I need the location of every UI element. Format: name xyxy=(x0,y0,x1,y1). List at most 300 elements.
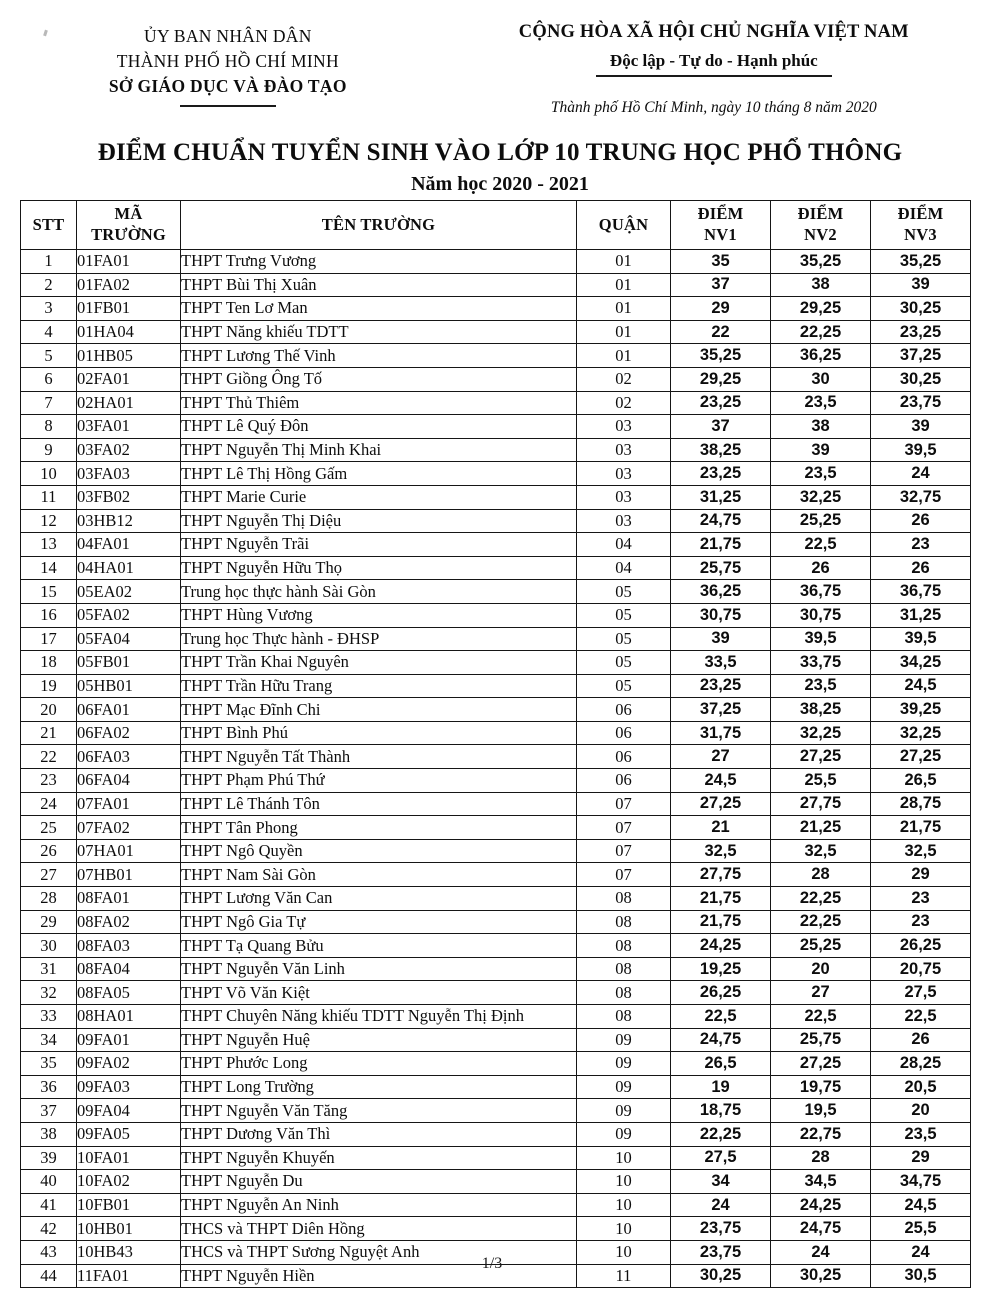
school-code: 07FA01 xyxy=(77,792,181,816)
score-nv3: 24 xyxy=(871,1240,971,1264)
score-nv1: 23,25 xyxy=(671,391,771,415)
row-index: 9 xyxy=(21,438,77,462)
row-index: 2 xyxy=(21,273,77,297)
score-nv2: 27,75 xyxy=(771,792,871,816)
table-row xyxy=(21,391,971,415)
column-header-school-code-line2: TRƯỜNG xyxy=(91,225,166,244)
score-nv3: 28,25 xyxy=(871,1052,971,1076)
district-code: 08 xyxy=(577,957,671,981)
score-nv3: 32,25 xyxy=(871,721,971,745)
score-nv2: 32,25 xyxy=(771,721,871,745)
school-code: 02HA01 xyxy=(77,391,181,415)
column-header-school-code-line1: MÃ xyxy=(114,204,143,224)
school-name: Trung học thực hành Sài Gòn xyxy=(181,580,577,604)
column-header-school-name: TÊN TRƯỜNG xyxy=(181,201,577,250)
column-header-stt: STT xyxy=(21,201,77,250)
row-index: 6 xyxy=(21,367,77,391)
district-code: 05 xyxy=(577,674,671,698)
score-nv1: 21 xyxy=(671,816,771,840)
score-nv1: 31,75 xyxy=(671,721,771,745)
school-code: 10HB01 xyxy=(77,1217,181,1241)
school-code: 05FB01 xyxy=(77,651,181,675)
school-code: 08FA03 xyxy=(77,934,181,958)
school-code: 06FA03 xyxy=(77,745,181,769)
district-code: 06 xyxy=(577,769,671,793)
school-code: 01HB05 xyxy=(77,344,181,368)
score-nv3: 21,75 xyxy=(871,816,971,840)
national-motto: Độc lập - Tự do - Hạnh phúc xyxy=(609,50,818,70)
school-code: 05FA02 xyxy=(77,603,181,627)
table-row xyxy=(21,297,971,321)
score-nv2: 25,25 xyxy=(771,509,871,533)
row-index: 19 xyxy=(21,674,77,698)
school-code: 07HB01 xyxy=(77,863,181,887)
school-name: THPT Lê Thánh Tôn xyxy=(181,792,577,816)
score-nv1: 27,25 xyxy=(671,792,771,816)
score-nv2: 19,75 xyxy=(771,1075,871,1099)
district-code: 10 xyxy=(577,1146,671,1170)
school-code: 07HA01 xyxy=(77,839,181,863)
school-code: 09FA02 xyxy=(77,1052,181,1076)
row-index: 22 xyxy=(21,745,77,769)
column-header-nv1-line1: ĐIỂM xyxy=(697,204,744,224)
row-index: 36 xyxy=(21,1075,77,1099)
score-nv3: 23,75 xyxy=(871,391,971,415)
score-nv2: 28 xyxy=(771,1146,871,1170)
score-nv1: 21,75 xyxy=(671,533,771,557)
district-code: 06 xyxy=(577,698,671,722)
school-name: THPT Bùi Thị Xuân xyxy=(181,273,577,297)
row-index: 35 xyxy=(21,1052,77,1076)
school-code: 08FA01 xyxy=(77,887,181,911)
score-nv3: 27,5 xyxy=(871,981,971,1005)
district-code: 04 xyxy=(577,533,671,557)
row-index: 34 xyxy=(21,1028,77,1052)
score-nv3: 20,75 xyxy=(871,957,971,981)
school-name: THPT Võ Văn Kiệt xyxy=(181,981,577,1005)
table-row xyxy=(21,1217,971,1241)
score-nv1: 32,5 xyxy=(671,839,771,863)
score-nv2: 30 xyxy=(771,367,871,391)
score-nv3: 37,25 xyxy=(871,344,971,368)
table-row xyxy=(21,580,971,604)
score-nv3: 26 xyxy=(871,509,971,533)
page-number-text: 1/3 xyxy=(481,1255,503,1272)
score-nv2: 25,25 xyxy=(771,934,871,958)
row-index: 25 xyxy=(21,816,77,840)
school-code: 04FA01 xyxy=(77,533,181,557)
school-code: 10FA02 xyxy=(77,1170,181,1194)
motto-underline-rule xyxy=(596,75,832,77)
score-nv3: 20,5 xyxy=(871,1075,971,1099)
score-nv3: 39 xyxy=(871,415,971,439)
column-header-nv2 xyxy=(771,201,871,250)
score-nv1: 37 xyxy=(671,415,771,439)
score-nv1: 24 xyxy=(671,1193,771,1217)
school-name: THPT Tân Phong xyxy=(181,816,577,840)
column-header-school-code xyxy=(77,201,181,250)
row-index: 8 xyxy=(21,415,77,439)
district-code: 09 xyxy=(577,1099,671,1123)
score-nv2: 24,25 xyxy=(771,1193,871,1217)
school-name: THPT Bình Phú xyxy=(181,721,577,745)
row-index: 23 xyxy=(21,769,77,793)
school-code: 01FA01 xyxy=(77,250,181,274)
score-nv3: 35,25 xyxy=(871,250,971,274)
row-index: 41 xyxy=(21,1193,77,1217)
score-nv3: 39 xyxy=(871,273,971,297)
score-nv2: 39 xyxy=(771,438,871,462)
district-code: 05 xyxy=(577,627,671,651)
table-row xyxy=(21,863,971,887)
school-code: 08FA02 xyxy=(77,910,181,934)
school-name: Trung học Thực hành - ĐHSP xyxy=(181,627,577,651)
score-nv1: 27,5 xyxy=(671,1146,771,1170)
table-row xyxy=(21,273,971,297)
score-nv1: 25,75 xyxy=(671,556,771,580)
score-nv1: 24,75 xyxy=(671,509,771,533)
school-name: THPT Nguyễn Khuyến xyxy=(181,1146,577,1170)
score-nv3: 23,5 xyxy=(871,1122,971,1146)
score-nv2: 23,5 xyxy=(771,462,871,486)
table-row xyxy=(21,1028,971,1052)
score-nv1: 21,75 xyxy=(671,887,771,911)
school-name: THPT Trần Khai Nguyên xyxy=(181,651,577,675)
score-nv2: 25,5 xyxy=(771,769,871,793)
table-row xyxy=(21,910,971,934)
score-nv3: 36,75 xyxy=(871,580,971,604)
score-nv3: 23 xyxy=(871,533,971,557)
school-code: 06FA04 xyxy=(77,769,181,793)
row-index: 39 xyxy=(21,1146,77,1170)
table-row xyxy=(21,816,971,840)
school-name: THPT Marie Curie xyxy=(181,485,577,509)
row-index: 26 xyxy=(21,839,77,863)
school-name: THPT Nguyễn Trãi xyxy=(181,533,577,557)
score-nv1: 23,75 xyxy=(671,1240,771,1264)
scores-table-container xyxy=(20,200,971,1288)
score-nv1: 26,25 xyxy=(671,981,771,1005)
score-nv2: 22,75 xyxy=(771,1122,871,1146)
school-code: 03FA02 xyxy=(77,438,181,462)
score-nv2: 28 xyxy=(771,863,871,887)
score-nv3: 39,5 xyxy=(871,627,971,651)
district-code: 05 xyxy=(577,603,671,627)
school-name: THPT Giồng Ông Tố xyxy=(181,367,577,391)
table-row xyxy=(21,556,971,580)
score-nv1: 29 xyxy=(671,297,771,321)
table-row xyxy=(21,1005,971,1029)
score-nv3: 30,25 xyxy=(871,297,971,321)
row-index: 37 xyxy=(21,1099,77,1123)
table-row xyxy=(21,651,971,675)
score-nv2: 36,75 xyxy=(771,580,871,604)
table-body xyxy=(21,250,971,1288)
score-nv1: 27 xyxy=(671,745,771,769)
table-row xyxy=(21,839,971,863)
score-nv2: 30,25 xyxy=(771,1264,871,1288)
school-name: THPT Nam Sài Gòn xyxy=(181,863,577,887)
score-nv2: 20 xyxy=(771,957,871,981)
row-index: 24 xyxy=(21,792,77,816)
school-name: THPT Long Trường xyxy=(181,1075,577,1099)
school-name: THPT Nguyễn Hữu Thọ xyxy=(181,556,577,580)
row-index: 14 xyxy=(21,556,77,580)
school-code: 01HA04 xyxy=(77,320,181,344)
row-index: 44 xyxy=(21,1264,77,1288)
district-code: 07 xyxy=(577,863,671,887)
row-index: 29 xyxy=(21,910,77,934)
score-nv1: 22,5 xyxy=(671,1005,771,1029)
district-code: 09 xyxy=(577,1075,671,1099)
table-header-row xyxy=(21,201,971,250)
school-name: THPT Dương Văn Thì xyxy=(181,1122,577,1146)
score-nv2: 25,75 xyxy=(771,1028,871,1052)
table-row xyxy=(21,367,971,391)
table-row xyxy=(21,1170,971,1194)
school-code: 01FB01 xyxy=(77,297,181,321)
score-nv2: 33,75 xyxy=(771,651,871,675)
score-nv2: 32,5 xyxy=(771,839,871,863)
row-index: 33 xyxy=(21,1005,77,1029)
table-row xyxy=(21,934,971,958)
school-code: 09FA05 xyxy=(77,1122,181,1146)
score-nv3: 24,5 xyxy=(871,1193,971,1217)
school-name: THCS và THPT Diên Hồng xyxy=(181,1217,577,1241)
score-nv1: 35,25 xyxy=(671,344,771,368)
national-heading-block xyxy=(442,18,986,117)
score-nv2: 26 xyxy=(771,556,871,580)
score-nv1: 30,25 xyxy=(671,1264,771,1288)
district-code: 07 xyxy=(577,839,671,863)
table-row xyxy=(21,250,971,274)
row-index: 30 xyxy=(21,934,77,958)
district-code: 08 xyxy=(577,887,671,911)
score-nv2: 36,25 xyxy=(771,344,871,368)
row-index: 17 xyxy=(21,627,77,651)
school-code: 03FB02 xyxy=(77,485,181,509)
page-number-marker xyxy=(0,1255,1000,1273)
table-row xyxy=(21,1122,971,1146)
score-nv2: 39,5 xyxy=(771,627,871,651)
score-nv2: 23,5 xyxy=(771,391,871,415)
score-nv1: 23,25 xyxy=(671,462,771,486)
district-code: 03 xyxy=(577,485,671,509)
table-row xyxy=(21,320,971,344)
school-code: 03FA01 xyxy=(77,415,181,439)
district-code: 03 xyxy=(577,438,671,462)
score-nv1: 18,75 xyxy=(671,1099,771,1123)
issuing-authority-block xyxy=(14,18,442,107)
score-nv1: 24,5 xyxy=(671,769,771,793)
score-nv1: 37,25 xyxy=(671,698,771,722)
district-code: 03 xyxy=(577,509,671,533)
score-nv3: 39,5 xyxy=(871,438,971,462)
district-code: 01 xyxy=(577,273,671,297)
row-index: 13 xyxy=(21,533,77,557)
district-code: 07 xyxy=(577,816,671,840)
score-nv3: 28,75 xyxy=(871,792,971,816)
school-name: THPT Thủ Thiêm xyxy=(181,391,577,415)
row-index: 7 xyxy=(21,391,77,415)
row-index: 32 xyxy=(21,981,77,1005)
score-nv2: 38 xyxy=(771,415,871,439)
row-index: 43 xyxy=(21,1240,77,1264)
row-index: 38 xyxy=(21,1122,77,1146)
school-code: 09FA04 xyxy=(77,1099,181,1123)
score-nv1: 19,25 xyxy=(671,957,771,981)
table-row xyxy=(21,627,971,651)
school-name: THPT Nguyễn Thị Minh Khai xyxy=(181,438,577,462)
district-code: 02 xyxy=(577,367,671,391)
district-code: 01 xyxy=(577,320,671,344)
score-nv3: 26 xyxy=(871,1028,971,1052)
district-code: 01 xyxy=(577,297,671,321)
score-nv3: 25,5 xyxy=(871,1217,971,1241)
school-code: 08FA05 xyxy=(77,981,181,1005)
school-code: 05FA04 xyxy=(77,627,181,651)
score-nv3: 24,5 xyxy=(871,674,971,698)
score-nv1: 27,75 xyxy=(671,863,771,887)
row-index: 31 xyxy=(21,957,77,981)
score-nv3: 29 xyxy=(871,1146,971,1170)
score-nv2: 34,5 xyxy=(771,1170,871,1194)
table-row xyxy=(21,462,971,486)
row-index: 18 xyxy=(21,651,77,675)
row-index: 15 xyxy=(21,580,77,604)
school-code: 08HA01 xyxy=(77,1005,181,1029)
score-nv3: 30,5 xyxy=(871,1264,971,1288)
school-code: 02FA01 xyxy=(77,367,181,391)
score-nv3: 32,5 xyxy=(871,839,971,863)
score-nv3: 23 xyxy=(871,910,971,934)
table-header xyxy=(21,201,971,250)
school-name: THCS và THPT Sương Nguyệt Anh xyxy=(181,1240,577,1264)
score-nv1: 29,25 xyxy=(671,367,771,391)
score-nv2: 38 xyxy=(771,273,871,297)
district-code: 09 xyxy=(577,1052,671,1076)
row-index: 27 xyxy=(21,863,77,887)
school-name: THPT Chuyên Năng khiếu TDTT Nguyễn Thị Định xyxy=(181,1005,577,1029)
row-index: 28 xyxy=(21,887,77,911)
score-nv3: 34,25 xyxy=(871,651,971,675)
score-nv1: 24,75 xyxy=(671,1028,771,1052)
school-code: 09FA01 xyxy=(77,1028,181,1052)
score-nv1: 30,75 xyxy=(671,603,771,627)
table-row xyxy=(21,344,971,368)
school-name: THPT Nguyễn Huệ xyxy=(181,1028,577,1052)
school-name: THPT Phạm Phú Thứ xyxy=(181,769,577,793)
score-nv3: 26 xyxy=(871,556,971,580)
table-row xyxy=(21,792,971,816)
district-code: 10 xyxy=(577,1170,671,1194)
table-row xyxy=(21,438,971,462)
school-code: 03FA03 xyxy=(77,462,181,486)
school-code: 09FA03 xyxy=(77,1075,181,1099)
district-code: 01 xyxy=(577,344,671,368)
score-nv2: 24 xyxy=(771,1240,871,1264)
score-nv1: 21,75 xyxy=(671,910,771,934)
district-code: 11 xyxy=(577,1264,671,1288)
row-index: 16 xyxy=(21,603,77,627)
school-name: THPT Lê Quý Đôn xyxy=(181,415,577,439)
district-code: 08 xyxy=(577,910,671,934)
school-name: THPT Ten Lơ Man xyxy=(181,297,577,321)
school-name: THPT Ngô Gia Tự xyxy=(181,910,577,934)
score-nv3: 39,25 xyxy=(871,698,971,722)
column-header-nv3-line2: NV3 xyxy=(904,225,937,244)
score-nv1: 38,25 xyxy=(671,438,771,462)
school-name: THPT Mạc Đĩnh Chi xyxy=(181,698,577,722)
district-code: 06 xyxy=(577,745,671,769)
score-nv1: 24,25 xyxy=(671,934,771,958)
table-row xyxy=(21,1075,971,1099)
table-row xyxy=(21,957,971,981)
score-nv1: 31,25 xyxy=(671,485,771,509)
score-nv2: 22,5 xyxy=(771,1005,871,1029)
page-subtitle: Năm học 2020 - 2021 xyxy=(411,172,589,195)
score-nv3: 27,25 xyxy=(871,745,971,769)
school-name: THPT Phước Long xyxy=(181,1052,577,1076)
school-code: 06FA01 xyxy=(77,698,181,722)
authority-line-2: THÀNH PHỐ HỒ CHÍ MINH xyxy=(116,50,339,71)
school-name: THPT Nguyễn Hiền xyxy=(181,1264,577,1288)
score-nv3: 20 xyxy=(871,1099,971,1123)
school-code: 10FB01 xyxy=(77,1193,181,1217)
score-nv2: 27,25 xyxy=(771,1052,871,1076)
table-row xyxy=(21,981,971,1005)
score-nv1: 23,25 xyxy=(671,674,771,698)
school-code: 05HB01 xyxy=(77,674,181,698)
score-nv2: 29,25 xyxy=(771,297,871,321)
table-row xyxy=(21,769,971,793)
score-nv1: 22 xyxy=(671,320,771,344)
score-nv1: 33,5 xyxy=(671,651,771,675)
row-index: 20 xyxy=(21,698,77,722)
school-name: THPT Lương Văn Can xyxy=(181,887,577,911)
school-name: THPT Nguyễn Du xyxy=(181,1170,577,1194)
table-row xyxy=(21,415,971,439)
score-nv2: 22,5 xyxy=(771,533,871,557)
row-index: 21 xyxy=(21,721,77,745)
row-index: 5 xyxy=(21,344,77,368)
district-code: 08 xyxy=(577,934,671,958)
score-nv2: 23,5 xyxy=(771,674,871,698)
row-index: 11 xyxy=(21,485,77,509)
school-name: THPT Nguyễn An Ninh xyxy=(181,1193,577,1217)
score-nv2: 19,5 xyxy=(771,1099,871,1123)
school-name: THPT Tạ Quang Bửu xyxy=(181,934,577,958)
district-code: 06 xyxy=(577,721,671,745)
score-nv3: 30,25 xyxy=(871,367,971,391)
nation-name: CỘNG HÒA XÃ HỘI CHỦ NGHĨA VIỆT NAM xyxy=(518,22,909,42)
table-row xyxy=(21,533,971,557)
school-name: THPT Lê Thị Hồng Gấm xyxy=(181,462,577,486)
score-nv3: 24 xyxy=(871,462,971,486)
district-code: 09 xyxy=(577,1122,671,1146)
district-code: 10 xyxy=(577,1217,671,1241)
school-code: 04HA01 xyxy=(77,556,181,580)
score-nv3: 26,25 xyxy=(871,934,971,958)
district-code: 08 xyxy=(577,981,671,1005)
district-code: 03 xyxy=(577,415,671,439)
table-row xyxy=(21,721,971,745)
score-nv2: 27,25 xyxy=(771,745,871,769)
district-code: 03 xyxy=(577,462,671,486)
score-nv3: 32,75 xyxy=(871,485,971,509)
score-nv1: 19 xyxy=(671,1075,771,1099)
row-index: 3 xyxy=(21,297,77,321)
